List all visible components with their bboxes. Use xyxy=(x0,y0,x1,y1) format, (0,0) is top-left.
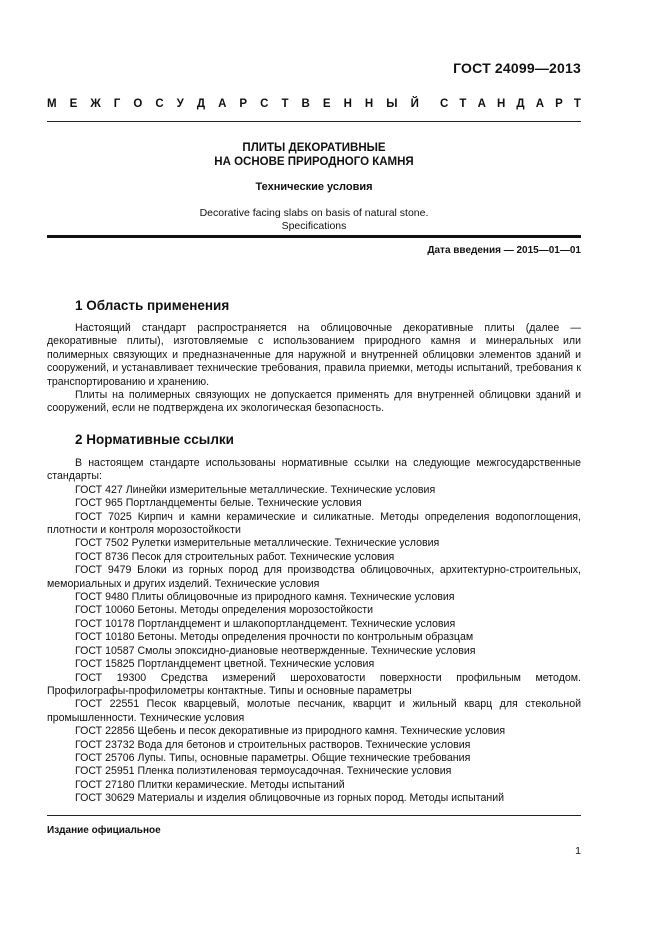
reference-item: ГОСТ 9479 Блоки из горных пород для производства облицовочных, архитектурно-строительных, мемориальных и других изделий. Технические условия xyxy=(47,564,581,590)
section-1-paragraph-2: Плиты на полимерных связующих не допускается применять для внутренней облицовки зданий и сооружений, если не подтверждена их экологическая безопасность. xyxy=(47,389,581,415)
reference-item: ГОСТ 8736 Песок для строительных работ. Технические условия xyxy=(75,550,395,563)
standard-letter: Р xyxy=(555,98,563,110)
reference-item: ГОСТ 27180 Плитки керамические. Методы испытаний xyxy=(75,778,345,791)
reference-item: ГОСТ 22551 Песок кварцевый, молотые песчаник, кварцит и жильный кварц для стекольной промышленности. Технические условия xyxy=(47,698,581,724)
interstate-letter: А xyxy=(218,98,227,110)
gost-number: ГОСТ 24099—2013 xyxy=(453,60,581,76)
reference-item: ГОСТ 7025 Кирпич и камни керамические и силикатные. Методы определения водопоглощения, плотности и контроля морозостойкости xyxy=(47,510,581,537)
interstate-letter: Д xyxy=(196,98,206,110)
reference-item: ГОСТ 30629 Материалы и изделия облицовочные из горных пород. Методы испытаний xyxy=(75,792,505,805)
interstate-letter: Й xyxy=(410,98,419,110)
standard-letter: А xyxy=(477,98,486,110)
interstate-standard-banner xyxy=(47,98,581,110)
interstate-letter: Г xyxy=(113,98,121,110)
interstate-letter: Р xyxy=(239,98,248,110)
english-title-line-2: Specifications xyxy=(281,220,347,232)
section-1-paragraph-1: Настоящий стандарт распространяется на облицовочные декоративные плиты (далее — декоративные плиты), изготовляемые с использованием природного камня и минеральных или полимерных связующих и предназначенные для наружной и внутренней облицовки элементов зданий и сооружений, и устанавливает технические требования, правила приемки, методы испытаний, требования к транспортированию и хранению. xyxy=(47,322,581,388)
page-number: 1 xyxy=(575,845,581,857)
standard-word xyxy=(440,98,581,110)
reference-item: ГОСТ 10178 Портландцемент и шлакопортландцемент. Технические условия xyxy=(75,617,456,630)
english-title xyxy=(47,207,581,233)
standard-letter: А xyxy=(535,98,545,110)
document-subtitle: Технические условия xyxy=(255,181,373,193)
reference-item: ГОСТ 965 Портландцементы белые. Технические условия xyxy=(75,497,362,510)
document-title xyxy=(47,141,581,169)
interstate-letter: У xyxy=(176,98,184,110)
title-line-1: ПЛИТЫ ДЕКОРАТИВНЫЕ xyxy=(242,142,386,154)
interstate-letter: О xyxy=(133,98,143,110)
interstate-letter: Е xyxy=(69,98,78,110)
reference-item: ГОСТ 25951 Пленка полиэтиленовая термоусадочная. Технические условия xyxy=(75,765,452,778)
standard-letter: Д xyxy=(516,98,525,110)
footer-rule xyxy=(47,815,581,816)
reference-item: ГОСТ 10060 Бетоны. Методы определения морозостойкости xyxy=(75,604,374,617)
reference-item: ГОСТ 9480 Плиты облицовочные из природного камня. Технические условия xyxy=(75,591,455,604)
standard-letter: Т xyxy=(573,98,581,110)
reference-item: ГОСТ 7502 Рулетки измерительные металлические. Технические условия xyxy=(75,537,440,550)
interstate-letter: Ж xyxy=(90,98,101,110)
title-line-2: НА ОСНОВЕ ПРИРОДНОГО КАМНЯ xyxy=(214,156,414,168)
interstate-letter: Н xyxy=(364,98,374,110)
reference-item: ГОСТ 23732 Вода для бетонов и строительных растворов. Технические условия xyxy=(75,738,471,751)
interstate-letter: Н xyxy=(343,98,352,110)
header-rule xyxy=(47,121,581,122)
reference-item: ГОСТ 15825 Портландцемент цветной. Технические условия xyxy=(75,658,375,671)
normative-reference-list xyxy=(47,484,581,806)
section-1-body xyxy=(47,322,581,416)
title-rule xyxy=(47,235,581,238)
interstate-letter: Ы xyxy=(386,98,398,110)
english-title-line-1: Decorative facing slabs on basis of natural stone. xyxy=(199,207,429,219)
section-1-heading: 1 Область применения xyxy=(75,298,230,313)
reference-item: ГОСТ 19300 Средства измерений шероховатости поверхности профильным методом. Профилографы-профилометры контактные. Типы и основные параметры xyxy=(47,671,581,697)
interstate-letter: В xyxy=(301,98,310,110)
section-2-body xyxy=(47,457,581,806)
standard-letter: Т xyxy=(459,98,467,110)
interstate-letter: Е xyxy=(322,98,331,110)
section-2-heading: 2 Нормативные ссылки xyxy=(75,432,234,447)
standard-letter: С xyxy=(440,98,449,110)
official-edition-note: Издание официальное xyxy=(47,825,161,836)
interstate-letter: Т xyxy=(281,98,289,110)
reference-item: ГОСТ 22856 Щебень и песок декоративные из природного камня. Технические условия xyxy=(75,725,506,738)
interstate-letter: С xyxy=(260,98,269,110)
interstate-word xyxy=(47,98,419,110)
introduction-date: Дата введения — 2015—01—01 xyxy=(427,245,581,256)
interstate-letter: С xyxy=(155,98,164,110)
reference-item: ГОСТ 10180 Бетоны. Методы определения прочности по контрольным образцам xyxy=(75,631,474,644)
standard-letter: Н xyxy=(496,98,506,110)
reference-item: ГОСТ 25706 Лупы. Типы, основные параметры. Общие технические требования xyxy=(75,751,471,764)
reference-item: ГОСТ 427 Линейки измерительные металлические. Технические условия xyxy=(75,483,436,496)
reference-item: ГОСТ 10587 Смолы эпоксидно-диановые неотвержденные. Технические условия xyxy=(75,644,476,657)
interstate-letter: М xyxy=(47,98,57,110)
section-2-intro: В настоящем стандарте использованы нормативные ссылки на следующие межгосударственные стандарты: xyxy=(47,457,581,483)
